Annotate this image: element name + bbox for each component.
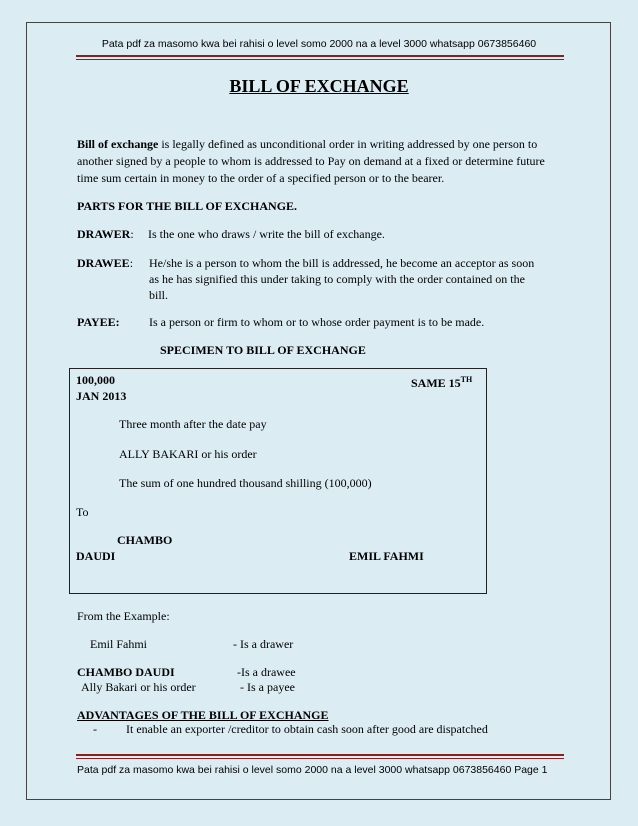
specimen-amount: 100,000: [76, 373, 115, 387]
footer-rule-thin: [76, 758, 564, 759]
example-role-3: - Is a payee: [240, 680, 295, 694]
example-name-2: CHAMBO DAUDI: [77, 665, 175, 679]
advantage-text: It enable an exporter /creditor to obtain cash soon after good are dispatched: [126, 722, 488, 736]
drawee-text-2: as he has signified this under taking to comply with the order contained on the: [149, 272, 525, 286]
definition-line-2: another signed by a people to whom is addressed to Pay on demand at a fixed or determine future: [77, 154, 545, 168]
definition-term: Bill of exchange: [77, 137, 159, 151]
drawee-text-3: bill.: [149, 288, 169, 302]
specimen-drawee-last: DAUDI: [76, 549, 116, 563]
parts-heading: PARTS FOR THE BILL OF EXCHANGE.: [77, 199, 298, 213]
drawer-row: [77, 226, 134, 242]
drawee-label: DRAWEE: [77, 256, 130, 270]
drawer-label: DRAWER: [77, 227, 131, 241]
definition-line-3: time sum certain in money to the order of a specified person or to the bearer.: [77, 171, 445, 185]
drawee-colon: :: [129, 256, 134, 270]
example-role-2: -Is a drawee: [237, 665, 296, 679]
drawee-row: [77, 255, 133, 271]
specimen-same: SAME 15: [411, 376, 461, 390]
header-rule: [76, 55, 564, 57]
header-rule-thin: [76, 59, 564, 60]
page-footer: Pata pdf za masomo kwa bei rahisi o level somo 2000 na a level 3000 whatsapp 0673856460 Page 1: [77, 764, 548, 776]
specimen-heading: SPECIMEN TO BILL OF EXCHANGE: [160, 343, 366, 357]
specimen-same-suffix: TH: [460, 375, 473, 384]
drawee-text-1: He/she is a person to whom the bill is addressed, he become an acceptor as soon: [149, 256, 535, 270]
example-role-1: - Is a drawer: [233, 637, 294, 651]
definition-line-1: [77, 136, 537, 152]
example-heading: From the Example:: [77, 609, 170, 623]
specimen-drawer: EMIL FAHMI: [349, 549, 424, 563]
specimen-line-3: The sum of one hundred thousand shilling (100,000): [119, 476, 372, 490]
definition-text-1: is legally defined as unconditional order in writing addressed by one person to: [158, 137, 538, 151]
specimen-line-1: Three month after the date pay: [119, 417, 267, 431]
payee-label: PAYEE:: [77, 315, 120, 329]
payee-text: Is a person or firm to whom or to whose order payment is to be made.: [149, 315, 485, 329]
specimen-date: JAN 2013: [76, 389, 127, 403]
specimen-date-right: [411, 372, 472, 391]
page-header: Pata pdf za masomo kwa bei rahisi o level somo 2000 na a level 3000 whatsapp 0673856460: [101, 38, 537, 50]
advantage-bullet: -: [93, 722, 97, 736]
footer-rule: [76, 754, 564, 756]
example-name-1: Emil Fahmi: [90, 637, 147, 651]
example-name-3: Ally Bakari or his order: [81, 680, 196, 694]
specimen-line-2: ALLY BAKARI or his order: [119, 447, 257, 461]
drawer-colon: :: [130, 227, 134, 241]
specimen-to: To: [76, 505, 89, 519]
document-title: BILL OF EXCHANGE: [229, 76, 409, 96]
specimen-drawee-first: CHAMBO: [117, 533, 173, 547]
drawer-text: Is the one who draws / write the bill of exchange.: [148, 227, 385, 241]
advantages-heading: ADVANTAGES OF THE BILL OF EXCHANGE: [77, 708, 329, 722]
